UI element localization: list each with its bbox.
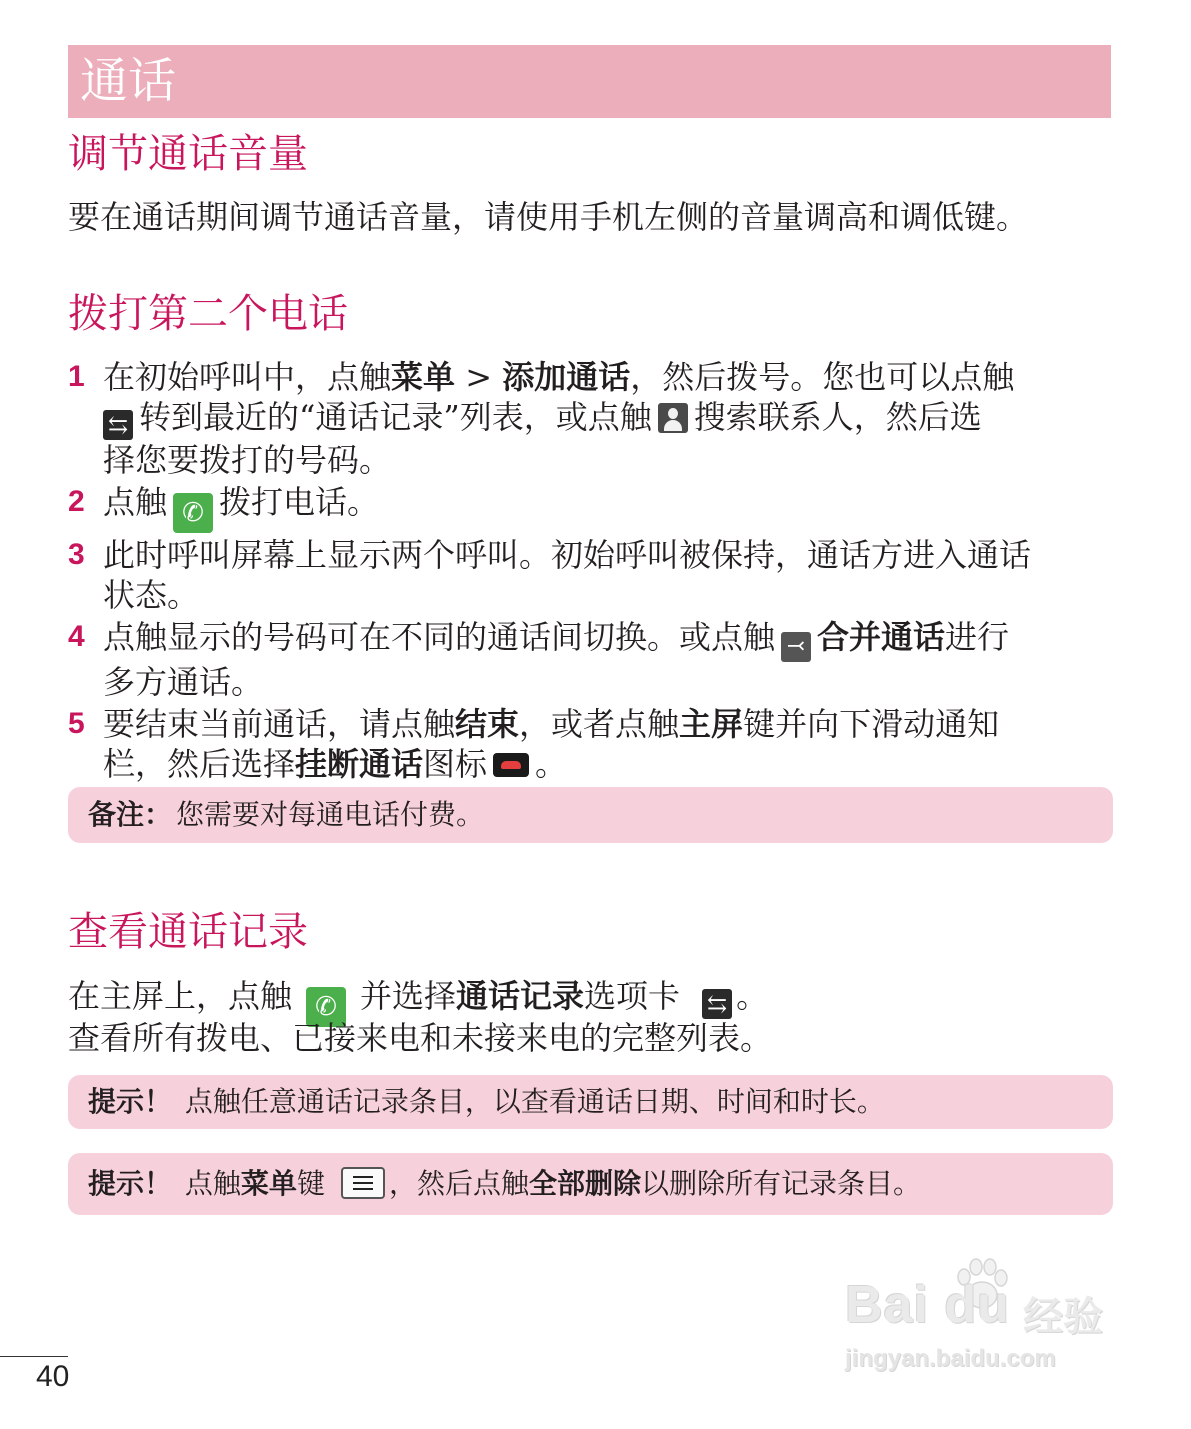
menu-icon [341,1167,385,1199]
call-log-text: 在主屏上，点触 [68,977,293,1015]
step-4 [68,617,1128,702]
step-5 [68,704,1128,784]
tip-text: 点触任意通话记录条目，以查看通话日期、时间和时长。 [176,1085,885,1118]
step-text: 点触 [103,483,168,521]
step-text: 键并向下滑动通知 [743,705,1000,743]
tip-text: 键 [296,1167,325,1200]
note-label: 备注： [88,798,173,831]
step-2 [68,482,1128,533]
step-number: 5 [68,707,85,740]
step-text: 进行 [945,618,1010,656]
contact-icon [658,403,688,433]
step-number: 3 [68,538,85,571]
steps-list [68,357,1128,786]
step-text: 点触显示的号码可在不同的通话间切换。或点触 [103,618,776,656]
page-number: 40 [36,1360,70,1393]
phone-icon: ✆ [173,493,213,533]
section-title-second-call: 拨打第二个电话 [68,291,348,337]
menu-keyword: 菜单 [391,358,456,396]
step-text: ，然后拨号。您也可以点触 [630,358,1015,396]
delete-all-keyword: 全部删除 [528,1167,641,1200]
tip-text: 以删除所有记录条目。 [640,1167,921,1200]
tip-label: 提示！ [88,1085,173,1118]
step-text: 在初始呼叫中，点触 [103,358,392,396]
section-title-call-log: 查看通话记录 [68,909,308,955]
step-number: 2 [68,485,85,518]
watermark-url: jingyan.baidu.com [845,1345,1056,1372]
watermark-brand: Bai du [845,1276,1010,1334]
note-text: 您需要对每通电话付费。 [176,798,485,831]
step-text: 搜索联系人，然后选 [693,398,982,436]
home-keyword: 主屏 [679,705,744,743]
step-text: ，或者点触 [519,705,680,743]
tip-text: ，然后点触 [388,1167,529,1200]
step-number: 1 [68,360,85,393]
menu-keyword: 菜单 [240,1167,297,1200]
step-number: 4 [68,620,85,653]
tip-box-2 [68,1153,1113,1215]
call-log-text: 并选择 [360,977,457,1015]
step-text: 状态。 [103,576,200,614]
tip-label: 提示！ [88,1167,173,1200]
step-text: 要结束当前通话，请点触 [103,705,456,743]
call-log-text: 选项卡 [584,977,681,1015]
add-call-keyword: 添加通话 [502,358,631,396]
step-text: 此时呼叫屏幕上显示两个呼叫。初始呼叫被保持，通话方进入通话 [103,536,1032,574]
call-log-text: 。 [736,977,769,1015]
watermark-cn: 经验 [1023,1294,1103,1340]
page-number-rule [0,1356,68,1357]
step-text: 拨打电话。 [219,483,380,521]
step-text: 择您要拨打的号码。 [103,441,392,479]
hang-up-keyword: 挂断通话 [295,745,424,783]
tip-box-1 [68,1075,1113,1129]
section-title-adjust-volume: 调节通话音量 [68,131,308,177]
swap-icon: ⇆ [702,989,732,1019]
header-bar [68,45,1111,118]
page-title: 通话 [80,53,177,109]
end-call-icon [493,753,529,777]
step-text: 多方通话。 [103,663,264,701]
step-1 [68,357,1128,480]
call-log-keyword: 通话记录 [456,977,585,1015]
step-text: 转到最近的“通话记录”列表，或点触 [139,398,652,436]
step-text: 栏，然后选择 [103,745,296,783]
adjust-volume-body: 要在通话期间调节通话音量，请使用手机左侧的音量调高和调低键。 [68,198,1029,236]
baidu-watermark [845,1255,1125,1385]
merge-icon: ⤙ [781,632,811,662]
end-keyword: 结束 [455,705,520,743]
step-text: 。 [535,745,568,783]
phone-icon: ✆ [306,987,346,1027]
step-text: > [455,358,503,396]
call-log-line-2: 查看所有拨电、已接来电和未接来电的完整列表。 [68,1019,773,1057]
merge-calls-keyword: 合并通话 [817,618,946,656]
tip-text: 点触 [176,1167,241,1200]
swap-icon: ⇆ [103,410,133,440]
note-box [68,787,1113,843]
step-text: 图标 [423,745,488,783]
step-3 [68,535,1128,615]
